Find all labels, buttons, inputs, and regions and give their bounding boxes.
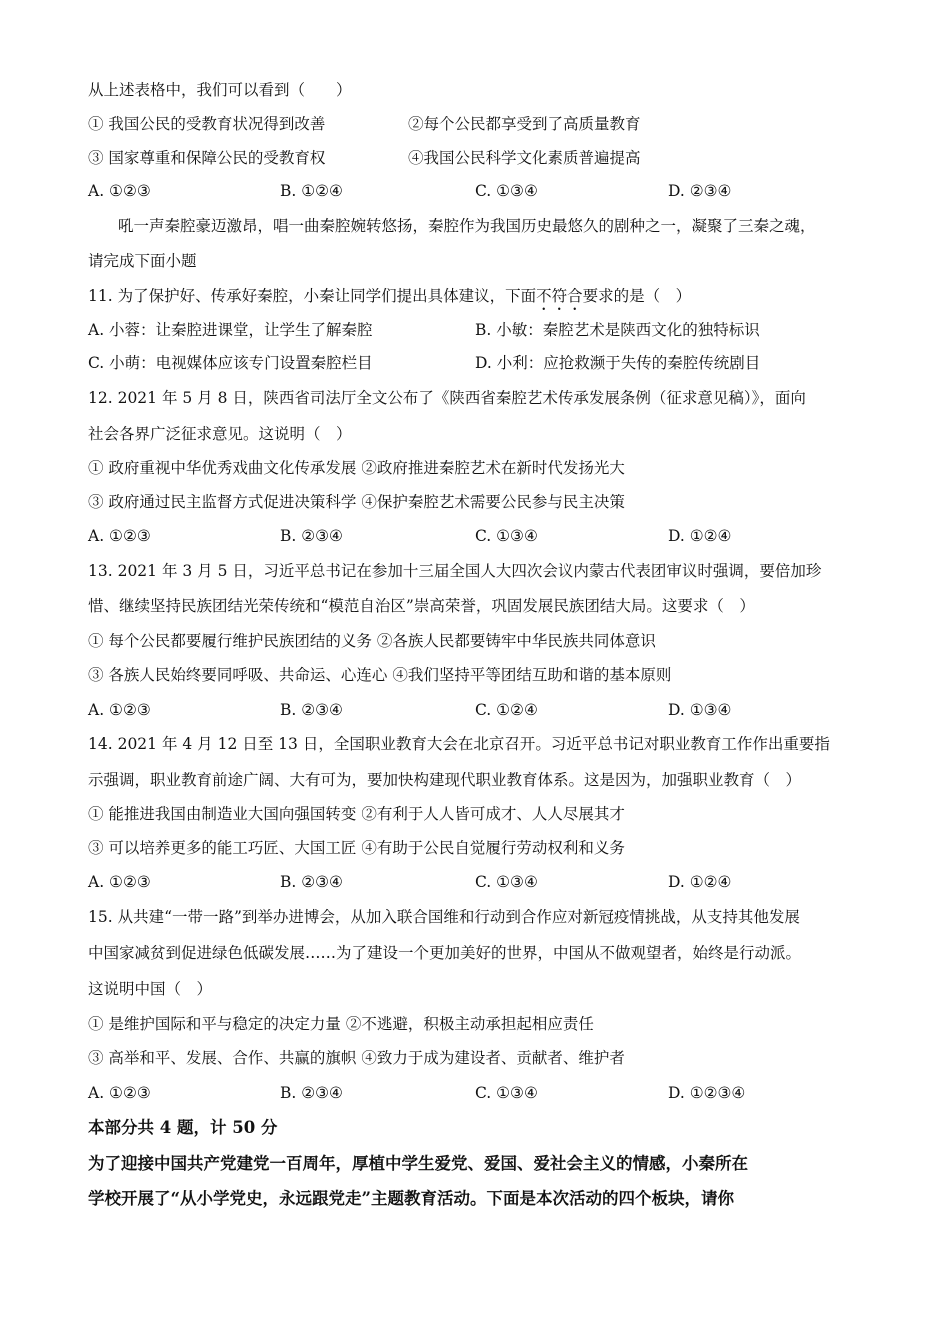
- part2-intro-line2: 学校开展了“从小学党史，永远跟党走”主题教育活动。下面是本次活动的四个板块，请你: [88, 1189, 734, 1208]
- q10-statement-2: ②每个公民都享受到了高质量教育: [408, 115, 641, 133]
- q14-option-b: B. ②③④: [280, 873, 343, 891]
- q13-statements-12: ① 每个公民都要履行维护民族团结的义务 ②各族人民都要铸牢中华民族共同体意识: [88, 632, 656, 650]
- q14-stem-line1: 14. 2021 年 4 月 12 日至 13 日，全国职业教育大会在北京召开。习近平总书记对职业教育工作作出重要指: [88, 735, 830, 753]
- q15-stem-line1: 15. 从共建“一带一路”到举办进博会，从加入联合国维和行动到合作应对新冠疫情挑战，从支持其他发展: [88, 908, 800, 926]
- q15-stem-line2: 中国家减贫到促进绿色低碳发展……为了建设一个更加美好的世界，中国从不做观望者，始终是行动派。: [88, 944, 802, 962]
- q11-option-a: A. 小蓉：让秦腔进课堂，让学生了解秦腔: [88, 321, 373, 339]
- q12-stem-line2: 社会各界广泛征求意见。这说明（ ）: [88, 425, 352, 443]
- q11-option-b: B. 小敏：秦腔艺术是陕西文化的独特标识: [475, 321, 760, 339]
- q10-option-d: D. ②③④: [668, 182, 732, 200]
- q13-stem-line1: 13. 2021 年 3 月 5 日，习近平总书记在参加十三届全国人大四次会议内蒙古代表团审议时强调，要倍加珍: [88, 562, 822, 580]
- q11-stem-pre: 11. 为了保护好、传承好秦腔，小秦让同学们提出具体建议，下面: [88, 287, 537, 305]
- q15-statements-34: ③ 高举和平、发展、合作、共赢的旗帜 ④致力于成为建设者、贡献者、维护者: [88, 1049, 625, 1067]
- q15-option-a: A. ①②③: [88, 1084, 151, 1102]
- part2-intro-line1: 为了迎接中国共产党建党一百周年，厚植中学生爱党、爱国、爱社会主义的情感，小秦所在: [88, 1154, 748, 1173]
- q12-stem-line1: 12. 2021 年 5 月 8 日，陕西省司法厅全文公布了《陕西省秦腔艺术传承发展条例（征求意见稿）》，面向: [88, 389, 806, 407]
- q13-option-d: D. ①③④: [668, 701, 732, 719]
- q10-option-c: C. ①③④: [475, 182, 538, 200]
- material-intro-line1: 吼一声秦腔豪迈激昂，唱一曲秦腔婉转悠扬，秦腔作为我国历史最悠久的剧种之一，凝聚了三秦之魂，: [118, 217, 816, 235]
- q10-statement-3: ③ 国家尊重和保障公民的受教育权: [88, 149, 326, 167]
- q14-statements-34: ③ 可以培养更多的能工巧匠、大国工匠 ④有助于公民自觉履行劳动权利和义务: [88, 839, 625, 857]
- q12-statements-12: ① 政府重视中华优秀戏曲文化传承发展 ②政府推进秦腔艺术在新时代发扬光大: [88, 459, 625, 477]
- q10-statement-4: ④我国公民科学文化素质普遍提高: [408, 149, 641, 167]
- q14-stem-line2: 示强调，职业教育前途广阔、大有可为，要加快构建现代职业教育体系。这是因为，加强职业教育（ ）: [88, 771, 802, 789]
- part2-heading: 本部分共 4 题，计 50 分: [88, 1118, 278, 1137]
- q10-statement-1: ① 我国公民的受教育状况得到改善: [88, 115, 326, 133]
- q11-stem: [88, 286, 691, 314]
- q12-option-c: C. ①③④: [475, 527, 538, 545]
- q13-statements-34: ③ 各族人民始终要同呼吸、共命运、心连心 ④我们坚持平等团结互助和谐的基本原则: [88, 666, 672, 684]
- q11-option-c: C. 小萌：电视媒体应该专门设置秦腔栏目: [88, 354, 373, 372]
- q14-option-c: C. ①③④: [475, 873, 538, 891]
- q14-option-a: A. ①②③: [88, 873, 151, 891]
- q14-option-d: D. ①②④: [668, 873, 732, 891]
- q12-option-b: B. ②③④: [280, 527, 343, 545]
- q12-statements-34: ③ 政府通过民主监督方式促进决策科学 ④保护秦腔艺术需要公民参与民主决策: [88, 493, 625, 511]
- q10-stem: 从上述表格中，我们可以看到（ ）: [88, 81, 352, 99]
- material-intro-line2: 请完成下面小题: [88, 252, 197, 270]
- q13-stem-line2: 惜、继续坚持民族团结光荣传统和“模范自治区”崇高荣誉，巩固发展民族团结大局。这要求（ ）: [88, 597, 755, 615]
- q13-option-b: B. ②③④: [280, 701, 343, 719]
- q10-option-b: B. ①②④: [280, 182, 343, 200]
- q15-option-d: D. ①②③④: [668, 1084, 746, 1102]
- q11-stem-post: 要求的是（ ）: [582, 287, 692, 305]
- q13-option-c: C. ①②④: [475, 701, 538, 719]
- q12-option-d: D. ①②④: [668, 527, 732, 545]
- q12-option-a: A. ①②③: [88, 527, 151, 545]
- q13-option-a: A. ①②③: [88, 701, 151, 719]
- q15-statements-12: ① 是维护国际和平与稳定的决定力量 ②不逃避，积极主动承担起相应责任: [88, 1015, 594, 1033]
- q15-option-b: B. ②③④: [280, 1084, 343, 1102]
- q11-option-d: D. 小利：应抢救濒于失传的秦腔传统剧目: [475, 354, 761, 372]
- q14-statements-12: ① 能推进我国由制造业大国向强国转变 ②有利于人人皆可成才、人人尽展其才: [88, 805, 625, 823]
- q10-option-a: A. ①②③: [88, 182, 151, 200]
- q15-option-c: C. ①③④: [475, 1084, 538, 1102]
- q11-stem-emphasis: 不符合: [536, 287, 583, 305]
- q15-stem-line3: 这说明中国（ ）: [88, 980, 213, 998]
